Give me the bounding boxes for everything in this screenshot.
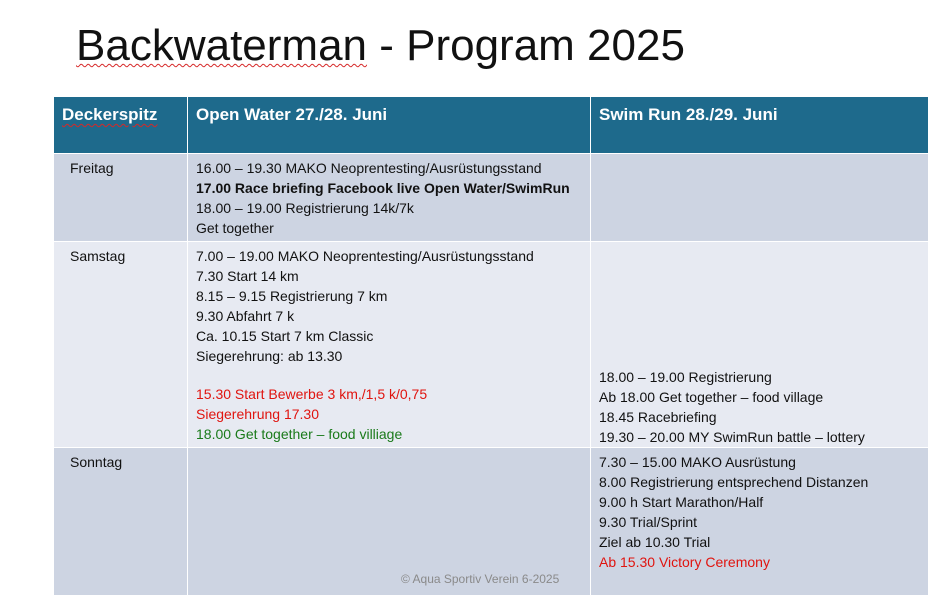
copyright-footer: © Aqua Sportiv Verein 6-2025 [401,572,560,586]
saturday-open-water-cell [188,242,591,448]
list-item: 16.00 – 19.30 MAKO Neoprentesting/Ausrüstungsstand [196,160,542,176]
program-table [53,96,929,596]
day-label-saturday: Samstag [54,242,188,448]
table-row-friday [54,154,929,242]
list-item: 19.30 – 20.00 MY SwimRun battle – lottery [599,429,865,445]
list-item: 7.30 – 15.00 MAKO Ausrüstung [599,454,796,470]
list-item: Ab 15.30 Victory Ceremony [599,554,770,570]
list-item: 18.00 Get together – food villiage [196,426,403,442]
list-item: 18.45 Racebriefing [599,409,717,425]
list-item: 9.00 h Start Marathon/Half [599,494,764,510]
list-item: Get together [196,220,274,236]
list-item: 7.00 – 19.00 MAKO Neoprentesting/Ausrüstungsstand [196,248,534,264]
spacer [196,366,582,384]
list-item: 8.15 – 9.15 Registrierung 7 km [196,288,388,304]
day-label-friday: Freitag [54,154,188,242]
list-item: 18.00 – 19.00 Registrierung 14k/7k [196,200,414,216]
list-item: Ca. 10.15 Start 7 km Classic [196,328,374,344]
slide-title [76,18,685,74]
list-item: 9.30 Trial/Sprint [599,514,698,530]
list-item: Ziel ab 10.30 Trial [599,534,711,550]
list-item: Siegerehrung 17.30 [196,406,319,422]
list-item: 17.00 Race briefing Facebook live Open Water/SwimRun [196,180,570,196]
list-item: 7.30 Start 14 km [196,268,299,284]
list-item: Ab 18.00 Get together – food village [599,389,824,405]
header-open-water: Open Water 27./28. Juni [188,97,591,154]
title-part-2: - Program 2025 [367,21,685,70]
list-item: 18.00 – 19.00 Registrierung [599,369,772,385]
saturday-swim-run-cell [591,242,929,448]
friday-open-water-cell [188,154,591,242]
list-item: Siegerehrung: ab 13.30 [196,348,343,364]
day-label-sunday: Sonntag [54,448,188,596]
title-part-1: Backwaterman [76,21,368,70]
sunday-swim-run-cell [591,448,929,596]
friday-swim-run-cell [591,154,929,242]
list-item: 8.00 Registrierung entsprechend Distanzen [599,474,869,490]
header-deckerspitz: Deckerspitz [54,97,188,154]
header-row [54,97,929,154]
list-item: 9.30 Abfahrt 7 k [196,308,295,324]
table-row-saturday [54,242,929,448]
list-item: 15.30 Start Bewerbe 3 km,/1,5 k/0,75 [196,386,428,402]
header-swim-run: Swim Run 28./29. Juni [591,97,929,154]
